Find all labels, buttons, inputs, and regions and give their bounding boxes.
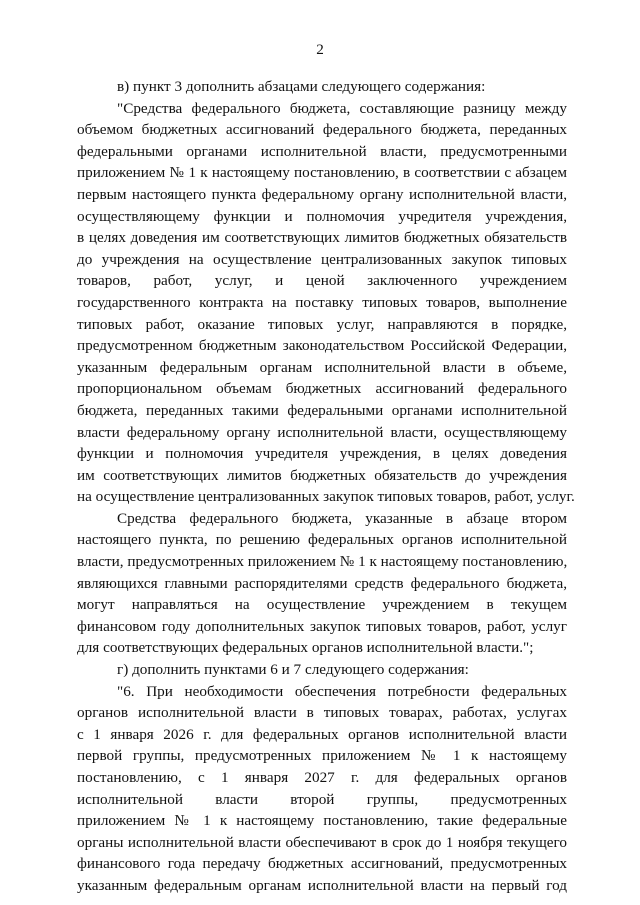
text-line: функции и полномочия учредителя учреждения, в целях доведения xyxy=(77,445,567,463)
paragraph-quoted-additional-purchases xyxy=(77,508,567,659)
text-line: "Средства федерального бюджета, составляющие разницу между xyxy=(117,99,567,117)
text-line: пропорциональном объемам бюджетных ассигнований федерального xyxy=(77,380,567,398)
text-line: осуществляющему функции и полномочия учредителя учреждения, xyxy=(77,207,567,225)
paragraph-item-g xyxy=(77,659,567,681)
paragraph-item-v xyxy=(77,76,567,98)
text-line: предусмотренном бюджетным законодательством Российской Федерации, xyxy=(77,337,567,355)
paragraph-quoted-point-6 xyxy=(77,681,567,897)
text-line: с 1 января 2026 г. для федеральных органов исполнительной власти xyxy=(77,725,567,743)
text-line: до учреждения на осуществление централизованных закупок типовых xyxy=(77,250,567,268)
text-line: первой группы, предусмотренных приложением № 1 к настоящему xyxy=(77,747,567,765)
text-line: настоящего пункта, по решению федеральных органов исполнительной xyxy=(77,531,567,549)
text-line: исполнительной власти второй группы, предусмотренных xyxy=(77,790,567,808)
text-line: объемом бюджетных ассигнований федерального бюджета, переданных xyxy=(77,121,567,139)
text-line: первым настоящего пункта федеральному органу исполнительной власти, xyxy=(77,185,567,203)
text-line: государственного контракта на поставку типовых товаров, выполнение xyxy=(77,293,567,311)
text-line: органы исполнительной власти обеспечивают в срок до 1 ноября текущего xyxy=(77,833,567,851)
text-line: власти, предусмотренных приложением № 1 к настоящему постановлению, xyxy=(77,553,568,571)
page-number: 2 xyxy=(316,41,324,58)
text-line: г) дополнить пунктами 6 и 7 следующего содержания: xyxy=(117,661,469,679)
text-line: в) пункт 3 дополнить абзацами следующего содержания: xyxy=(117,78,486,95)
text-line: являющихся главными распорядителями средств федерального бюджета, xyxy=(77,574,567,592)
paragraph-quoted-funds-difference xyxy=(77,98,575,508)
text-line: органов исполнительной власти в типовых товарах, работах, услугах xyxy=(77,704,567,722)
text-line: товаров, работ, услуг, и ценой заключенного учреждением xyxy=(77,272,567,290)
text-line: приложением № 1 к настоящему постановлению, в соответствии с абзацем xyxy=(77,164,567,182)
text-line: финансового года передачу бюджетных ассигнований, предусмотренных xyxy=(77,855,567,873)
document-body xyxy=(77,76,575,897)
text-line: на осуществление централизованных закупок типовых товаров, работ, услуг. xyxy=(77,488,575,506)
text-line: финансовом году дополнительных закупок типовых товаров, работ, услуг xyxy=(77,617,567,635)
text-line: приложением № 1 к настоящему постановлению, такие федеральные xyxy=(77,812,567,830)
text-line: Средства федерального бюджета, указанные в абзаце втором xyxy=(117,509,567,527)
text-line: им соответствующих лимитов бюджетных обязательств до учреждения xyxy=(77,466,567,484)
text-line: указанным федеральным органам исполнительной власти в объеме, xyxy=(77,358,567,376)
text-line: могут направляться на осуществление учреждением в текущем xyxy=(77,596,567,614)
text-line: постановлению, с 1 января 2027 г. для федеральных органов xyxy=(77,769,567,786)
text-line: для соответствующих федеральных органов исполнительной власти."; xyxy=(77,639,534,657)
text-line: бюджета, переданных такими федеральными органами исполнительной xyxy=(77,401,567,419)
text-line: в целях доведения им соответствующих лимитов бюджетных обязательств xyxy=(77,229,567,247)
text-line: "6. При необходимости обеспечения потребности федеральных xyxy=(117,682,567,700)
text-line: федеральными органами исполнительной власти, предусмотренными xyxy=(77,142,567,160)
text-line: типовых работ, оказание типовых услуг, направляются в порядке, xyxy=(77,315,567,333)
text-line: власти федеральному органу исполнительной власти, осуществляющему xyxy=(77,423,567,441)
text-line: указанным федеральным органам исполнительной власти на первый год xyxy=(77,876,567,894)
